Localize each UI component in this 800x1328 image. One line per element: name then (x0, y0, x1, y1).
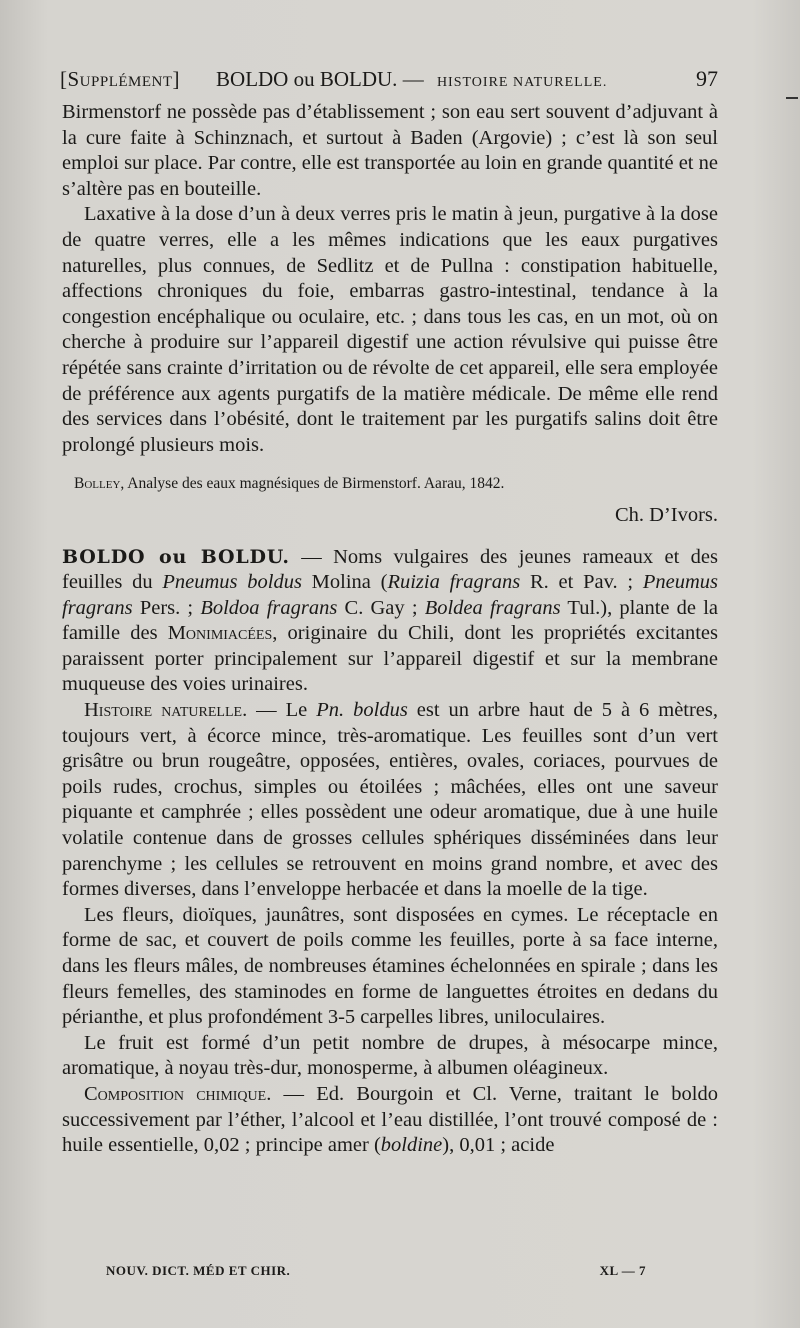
italic-term: Pn. boldus (316, 699, 408, 722)
text-run: R. et Pav. ; (520, 571, 643, 594)
reference-author: Bolley (74, 475, 121, 493)
text-run: — Le (247, 699, 317, 722)
section-label: [Supplément] (60, 67, 181, 91)
footer-signature: NOUV. DICT. MÉD ET CHIR. (106, 1263, 291, 1278)
bibliographic-reference (62, 471, 718, 497)
italic-term: Pneumus boldus (162, 571, 302, 594)
header-title-group (216, 67, 696, 92)
entry-intro (62, 545, 718, 699)
running-header (60, 66, 718, 96)
reference-text: , Analyse des eaux magnésiques de Birmenstorf. Aarau, 1842. (120, 475, 505, 493)
author-signature: Ch. D’Ivors. (614, 503, 718, 526)
text-run: ), 0,01 ; acide (442, 1134, 555, 1157)
text-run: est un arbre haut de 5 à 6 mètres, toujours vert, à écorce mince, très-aromatique. Les feuilles sont d’un vert grisâtre ou brun rougeâtre, opposées, entières, ovales, coriaces, pourvues de poils rudes, crochus, simples ou étoilées ; mâchées, elles ont une saveur piquante et camphrée ; elles possèdent une odeur aromatique, due à une huile volatile contenue dans de grosses cellules sphériques disséminées dans leur parenchyme ; les cellules se retrouvent en moins grand nombre, et avec des formes diverses, dans l’enveloppe herbacée et dans la moelle de la tige. (62, 699, 719, 901)
paragraph: Les fleurs, dioïques, jaunâtres, sont disposées en cymes. Le réceptacle en forme de sac, et couvert de poils comme les feuilles, porte à sa face interne, dans les fleurs mâles, de nombreuses étamines échelonnées en spirale ; dans les fleurs femelles, des staminodes en forme de languettes étroites en dedans du périanthe, et plus profondément 3-5 carpelles libres, uniloculaires. (62, 903, 718, 1029)
subsection-label: Histoire naturelle. (84, 699, 248, 722)
header-dash: — (402, 67, 424, 91)
entry-heading: BOLDO ou BOLDU. (62, 545, 290, 568)
text-run: — Ed. Bourgoin et Cl. Verne, traitant le boldo successivement par l’éther, l’alcool et l’eau distillée, l’ont trouvé composé de : huile essentielle, 0,02 ; principe amer ( (62, 1082, 718, 1157)
page-footer (106, 1263, 646, 1279)
text-run: C. Gay ; (337, 596, 425, 619)
composition-paragraph (62, 1082, 718, 1159)
text-run: Molina ( (301, 571, 388, 594)
italic-term: boldine (380, 1134, 443, 1157)
histoire-naturelle-paragraph (62, 698, 718, 903)
paragraph: Le fruit est formé d’un petit nombre de drupes, à mésocarpe mince, aromatique, à noyau très-dur, monosperme, à albumen oléagineux. (62, 1031, 718, 1080)
header-subtitle: HISTOIRE NATURELLE. (436, 75, 608, 90)
footer-volume: XL — 7 (599, 1263, 646, 1278)
text-run: Tul.), plante de la famille des (62, 596, 718, 645)
header-title: BOLDO ou BOLDU. (216, 67, 398, 91)
italic-term: Boldoa fragrans (200, 596, 338, 619)
italic-term: Pneumus fragrans (62, 571, 718, 619)
paragraph: Birmenstorf ne possède pas d’établissement ; son eau sert souvent d’adjuvant à la cure faite à Schinznach, et surtout à Baden (Argovie) ; c’est là son seul emploi sur place. Par contre, elle est transportée au loin en grande quantité et ne s’altère pas en bouteille. (62, 101, 718, 200)
text-run: , originaire du Chili, dont les propriétés excitantes paraissent porter principalement sur l’appareil digestif et sur la membrane muqueuse des voies urinaires. (62, 622, 718, 696)
page-number: 97 (696, 66, 718, 91)
margin-mark (786, 97, 798, 99)
body-text (62, 100, 718, 1159)
italic-term: Boldea fragrans (424, 596, 561, 619)
text-run: Pers. ; (132, 596, 201, 619)
family-name: Monimiacées (167, 622, 273, 645)
paragraph: Laxative à la dose d’un à deux verres pris le matin à jeun, purgative à la dose de quatre verres, elle a les mêmes indications que les eaux purgatives naturelles, plus connues, de Sedlitz et de Pullna : constipation habituelle, affections chroniques du foie, embarras gastro-intestinal, tendance à la congestion encéphalique ou oculaire, etc. ; dans tous les cas, en un mot, où on cherche à produire sur l’appareil digestif une action révulsive qui puisse être répétée sans crainte d’irritation ou de révolte de cet appareil, elle sera employée de préférence aux agents purgatifs de la matière médicale. De même elle rend des services dans l’obésité, dont le traitement par les purgatifs salins doit être prolongé plusieurs mois. (62, 203, 718, 456)
text-run: — Noms vulgaires des jeunes rameaux et des feuilles du (62, 545, 718, 594)
italic-term: Ruizia fragrans (387, 571, 521, 594)
subsection-label: Composition chimique. (84, 1082, 272, 1105)
